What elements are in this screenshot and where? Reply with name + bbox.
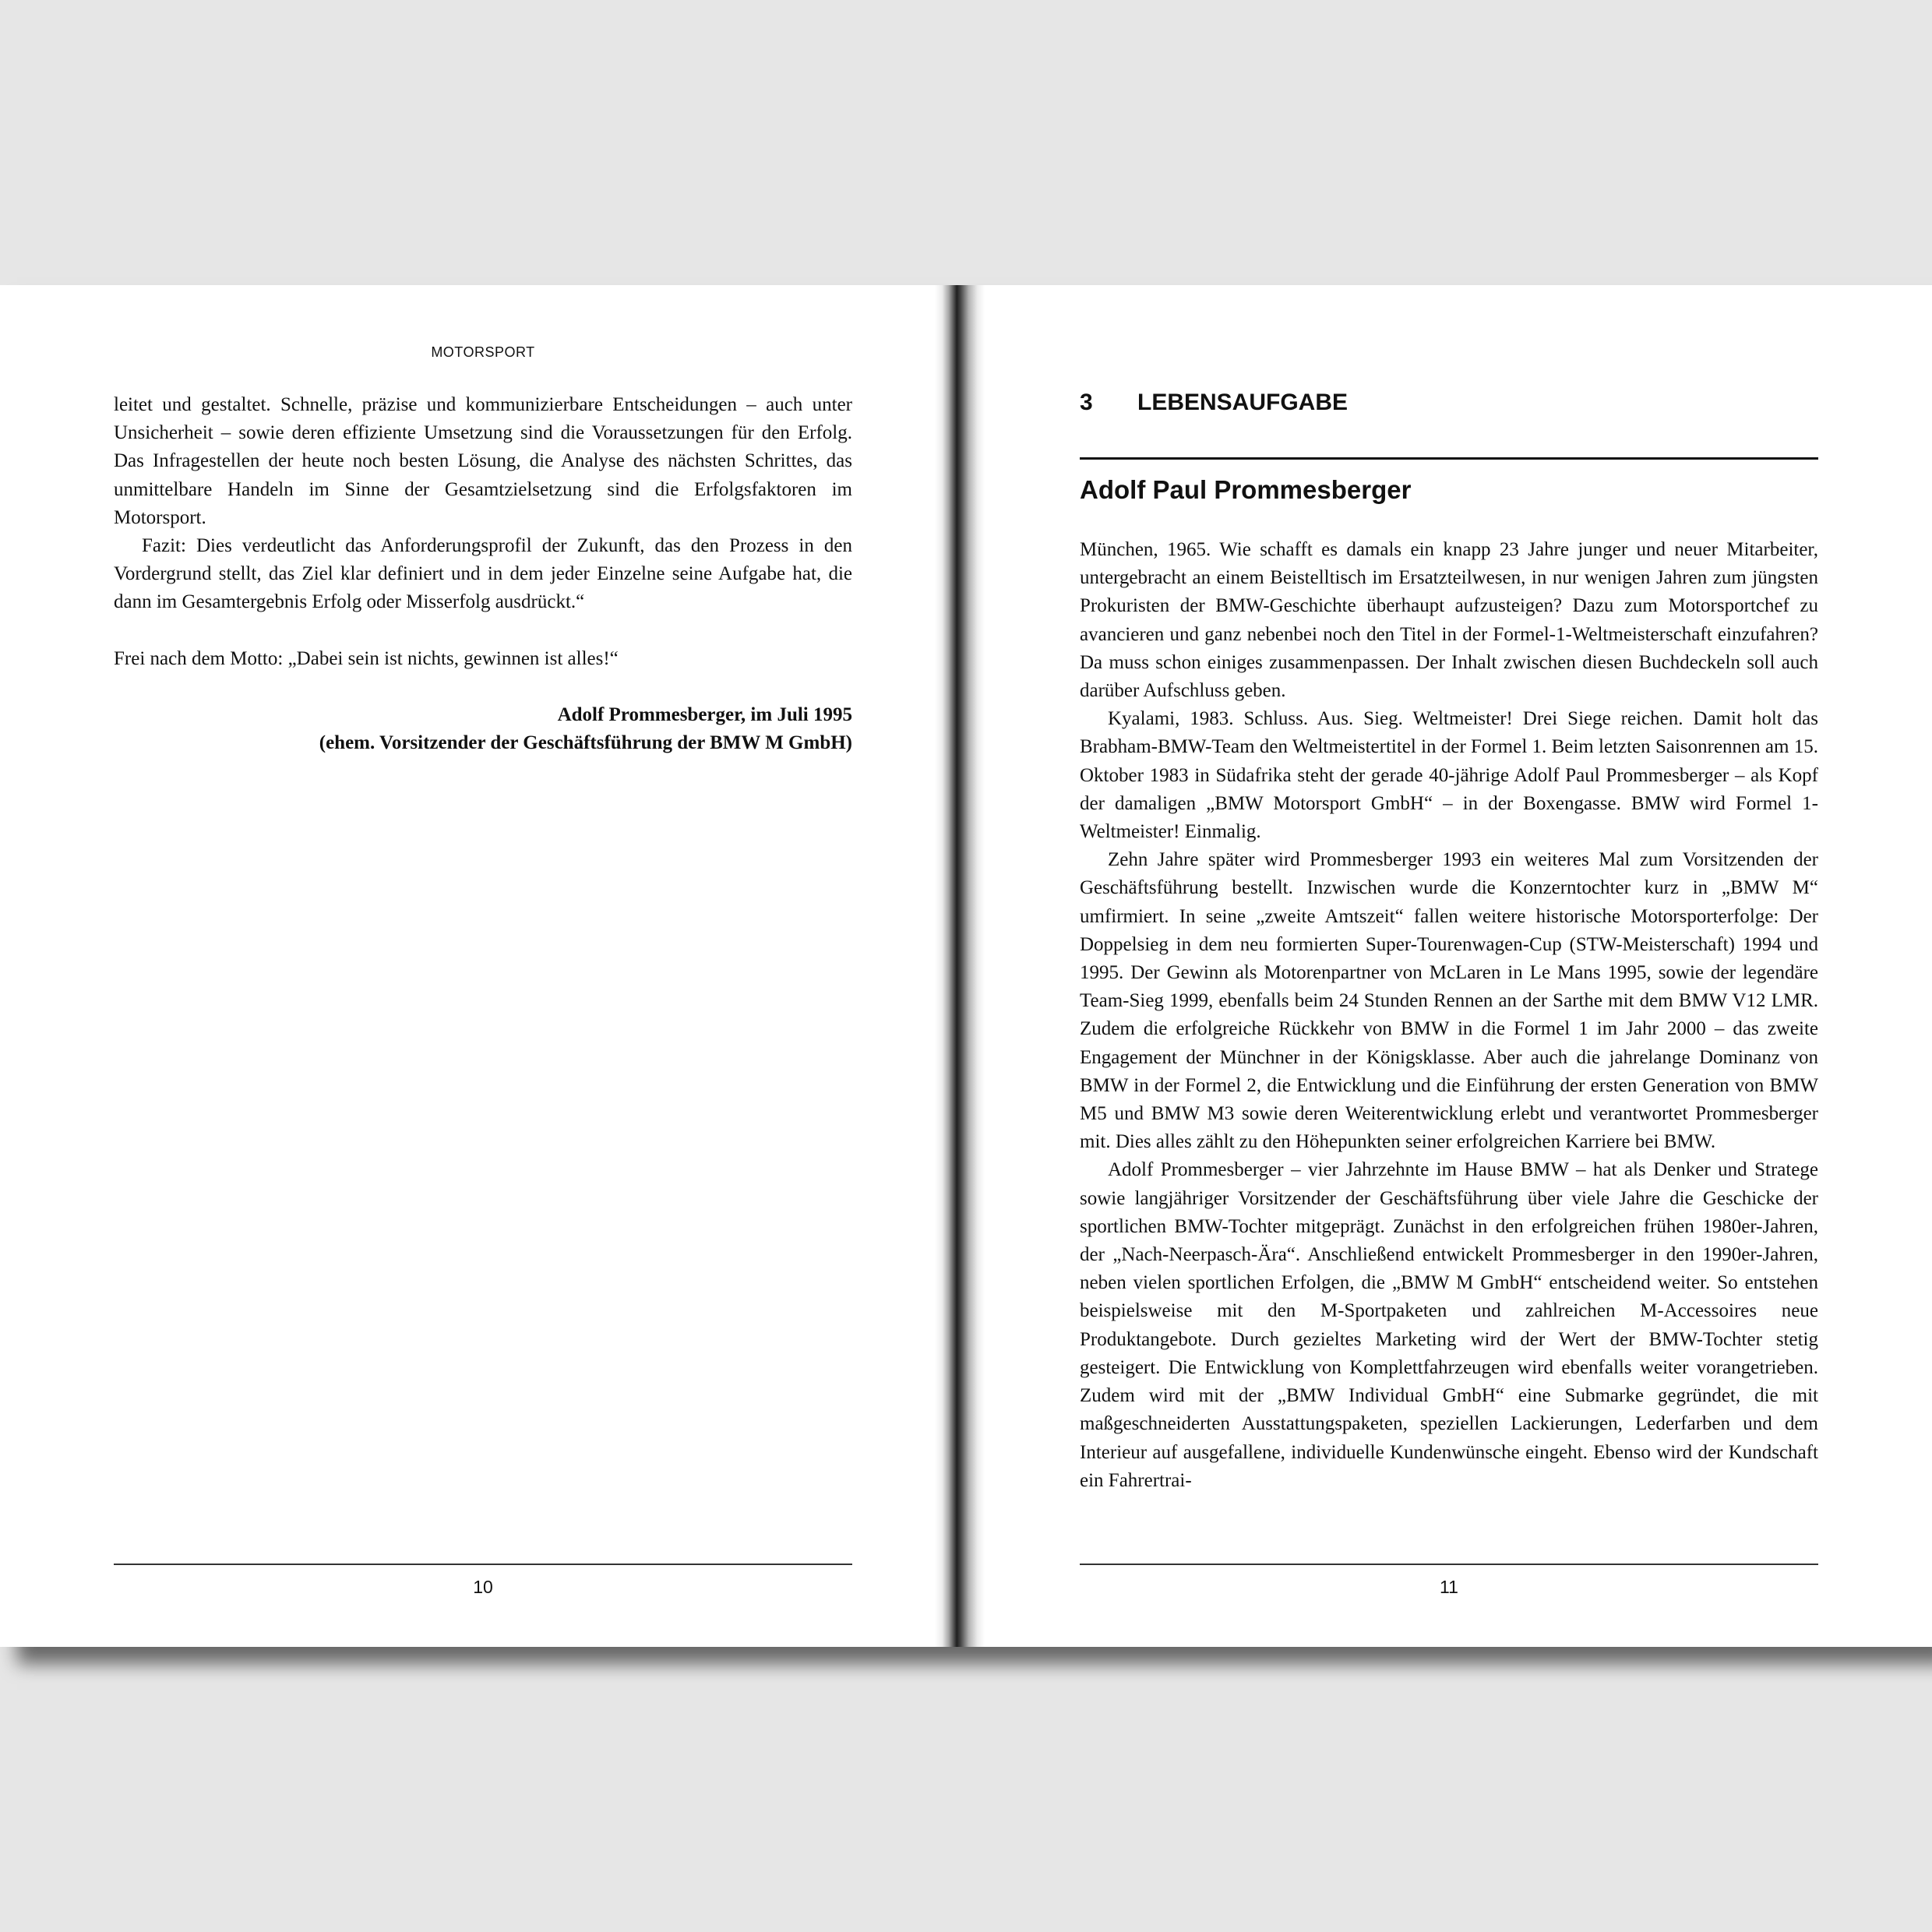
signature <box>114 701 852 757</box>
page-number: 11 <box>1440 1577 1458 1597</box>
paragraph: München, 1965. Wie schafft es damals ein knapp 23 Jahre junger und neuer Mitarbeiter, untergebracht an einem Beistelltisch im Ersatzteilwesen, in nur wenigen Jahren zum jüngsten Prokuristen der BMW-Geschichte überhaupt aufzusteigen? Dazu zum Motorsportchef zu avancieren und ganz nebenbei noch den Titel in der Formel-1-Weltmeisterschaft einzufahren? Da muss schon einiges zusammenpassen. Der Inhalt zwischen diesen Buchdeckeln soll auch darüber Aufschluss geben. <box>1080 539 1818 702</box>
left-page-text <box>114 391 852 757</box>
book-gutter <box>935 285 985 1647</box>
section-title: Adolf Paul Prommesberger <box>1080 475 1412 504</box>
footer-rule <box>1080 1564 1818 1565</box>
right-page <box>1080 285 1818 1647</box>
chapter-title: LEBENSAUFGABE <box>1137 390 1349 415</box>
chapter-number: 3 <box>1080 390 1093 415</box>
running-head: MOTORSPORT <box>431 344 535 360</box>
signature-name: Adolf Prommesberger, im Juli 1995 <box>557 703 852 725</box>
page-number: 10 <box>473 1577 493 1597</box>
paragraph: Zehn Jahre später wird Prommesberger 1993 ein weiteres Mal zum Vorsitzenden der Geschäftsführung bestellt. Inzwischen wurde die Konzerntochter kurz in „BMW M“ umfirmiert. In seine „zweite Amtszeit“ fallen weitere historische Motorsporterfolge: Der Doppelsieg in dem neu formierten Super-Tourenwagen-Cup (STW-Meisterschaft) 1994 und 1995. Der Gewinn als Motorenpartner von McLaren in Le Mans 1995, sowie der legendäre Team-Sieg 1999, ebenfalls beim 24 Stunden Rennen an der Sarthe mit dem BMW V12 LMR. Zudem die erfolgreiche Rückkehr von BMW in die Formel 1 im Jahr 2000 – das zweite Engagement der Münchner in der Königsklasse. Aber auch die jahrelange Dominanz von BMW in der Formel 2, die Entwicklung und die Einführung der ersten Generation von BMW M5 und BMW M3 sowie deren Weiterentwicklung erlebt und verantwortet Prommesberger mit. Dies alles zählt zu den Höhepunkten seiner erfolgreichen Karriere bei BMW. <box>1080 849 1818 1153</box>
right-page-text <box>1080 536 1818 1495</box>
chapter-heading <box>1080 390 1818 416</box>
paragraph: Kyalami, 1983. Schluss. Aus. Sieg. Weltmeister! Drei Siege reichen. Damit holt das Brabham-BMW-Team den Weltmeistertitel in der Formel 1. Beim letzten Saisonrennen am 15. Oktober 1983 in Südafrika steht der gerade 40-jährige Adolf Paul Prommesberger – als Kopf der damaligen „BMW Motorsport GmbH“ – in der Boxengasse. BMW wird Formel 1-Weltmeister! Einmalig. <box>1080 708 1818 843</box>
paragraph: Adolf Prommesberger – vier Jahrzehnte im Hause BMW – hat als Denker und Stratege sowie langjähriger Vorsitzender der Geschäftsführung über viele Jahre die Geschicke der sportlichen BMW-Tochter mitgeprägt. Zunächst in den erfolgreichen frühen 1980er-Jahren, der „Nach-Neerpasch-Ära“. Anschließend entwickelt Prommesberger in den 1990er-Jahren, neben vielen sportlichen Erfolgen, die „BMW M GmbH“ entscheidend weiter. So entstehen beispielsweise mit den M-Sportpaketen und zahlreichen M-Accessoires neue Produktangebote. Durch gezieltes Marketing wird der Wert der BMW-Tochter stetig gesteigert. Die Entwicklung von Komplettfahrzeugen wird ebenfalls weiter vorangetrieben. Zudem wird mit der „BMW Individual GmbH“ eine Submarke gegründet, die mit maßgeschneiderten Ausstattungspaketen, speziellen Lackierungen, Lederfarben und dem Interieur auf ausgefallene, individuelle Kundenwünsche eingeht. Ebenso wird der Kundschaft ein Fahrertrai- <box>1080 1159 1818 1491</box>
paragraph: leitet und gestaltet. Schnelle, präzise und kommunizierbare Entscheidungen – auch unter Unsicherheit – sowie deren effiziente Umsetzung sind die Voraussetzungen für den Erfolg. Das Infragestellen der heute noch besten Lösung, die Analyse des nächsten Schrittes, das unmittelbare Handeln im Sinne der Gesamtzielsetzung sind die Erfolgsfaktoren im Motorsport. <box>114 394 852 528</box>
motto: Frei nach dem Motto: „Dabei sein ist nichts, gewinnen ist alles!“ <box>114 647 619 669</box>
paragraph: Fazit: Dies verdeutlicht das Anforderungsprofil der Zukunft, das den Prozess in den Vordergrund stellt, das Ziel klar definiert und in dem jeder Einzelne seine Aufgabe hat, die dann im Gesamtergebnis Erfolg oder Misserfolg ausdrückt.“ <box>114 535 852 613</box>
left-page <box>114 285 852 1647</box>
signature-role: (ehem. Vorsitzender der Geschäftsführung der BMW M GmbH) <box>319 732 852 754</box>
chapter-rule <box>1080 457 1818 460</box>
footer-rule <box>114 1564 852 1565</box>
